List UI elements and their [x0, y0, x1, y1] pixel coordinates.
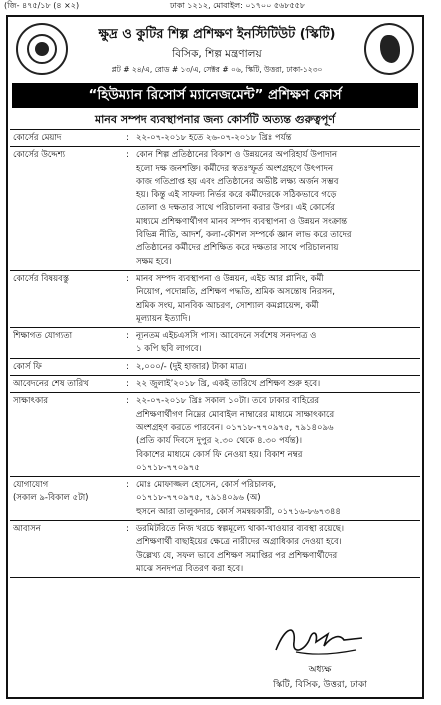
info-row-value-line: তোলা ও দক্ষতার সাথে পরিচালনা করার উপর। এই কোর্সের	[136, 203, 335, 214]
info-row-value-line: বিভিন্ন নীতি, আদর্শ, কলা-কৌশল সম্পর্কে জ্ঞান লাভ করে তাদের	[136, 230, 352, 241]
info-row-value-line: মূল্যায়ন ইত্যাদি।	[136, 313, 191, 324]
info-row	[10, 147, 420, 271]
info-row-value-line: শ্রমিক সংঘ, মানবিক আচরণ, সোশ্যাল কমপ্লায়েন্স, কর্মী	[136, 300, 319, 311]
info-row-value-line: ডরমিটরিতে নিজ খরচে স্বল্পমূল্যে থাকা-খাওয়ার ব্যবস্থা রয়েছে।	[136, 524, 344, 535]
institute-emblem-icon	[16, 23, 68, 75]
info-row-value	[136, 149, 418, 269]
info-row-label	[13, 132, 123, 145]
info-row-label-line: (সকাল ৯-বিকাল ৫টা)	[13, 493, 89, 504]
info-row-label-line: সাক্ষাৎকার	[13, 396, 49, 407]
info-row-label-line: আবেদনের শেষ তারিখ	[13, 379, 89, 390]
info-row-value-line: ন্যূনতম এইচএসসি পাস। আবেদনে সর্বশেষ সনদপত্র ও	[136, 331, 317, 342]
info-row-value	[136, 361, 418, 374]
info-row-colon: :	[126, 150, 129, 161]
info-row-value-line: মাঝে সনদপত্র বিতরণ করা হবে।	[136, 563, 244, 574]
info-row-colon: :	[126, 331, 129, 342]
info-row-label	[13, 273, 123, 286]
info-row-label	[13, 395, 123, 408]
ministry-name: বিসিক, শিল্প মন্ত্রণালয়	[172, 48, 262, 60]
info-row-value-line: প্রতিষ্ঠানের কর্মীদের প্রশিক্ষিত করে দক্ষতার সাথে পরিচালনায়	[136, 243, 339, 254]
info-row-value	[136, 273, 418, 326]
course-title-banner: “হিউম্যান রিসোর্স ম্যানেজমেন্ট” প্রশিক্ষণ কোর্স	[12, 83, 418, 108]
info-row-label-line: শিক্ষাগত যোগ্যতা	[13, 331, 73, 342]
info-row-value-line: নিয়োগ, পদোন্নতি, প্রশিক্ষণ পদ্ধতি, শ্রমিক অসন্তোষ নিরসন,	[136, 287, 335, 298]
government-seal-icon	[364, 23, 414, 75]
info-row-value	[136, 330, 418, 357]
info-row-value-line: প্রশিক্ষণার্থীগণ নিম্নের মোবাইল নাম্বারের মাধ্যমে সাক্ষাৎকারে	[136, 409, 335, 420]
info-row-value	[136, 523, 418, 576]
advertisement-card	[6, 15, 424, 699]
info-row-value-line: বিকাশের মাধ্যমে কোর্স ফি নেওয়া হয়। বিকাশ নম্বর	[136, 449, 303, 460]
info-row-colon: :	[126, 133, 129, 143]
info-row-value-line: উল্লেখ্য যে, সফল ভাবে প্রশিক্ষণ সমাপ্তির পর প্রশিক্ষণার্থীদের	[136, 550, 338, 561]
info-row-colon: :	[126, 524, 129, 535]
info-row	[10, 521, 420, 578]
info-row-value-line: হয়। কিন্তু এই সাফল্য নির্ভর করে কর্মীদেরকে সঠিকভাবে গড়ে	[136, 190, 337, 201]
info-row-label-line: কোর্সের বিষয়বস্তু	[13, 273, 69, 284]
info-row-label-line: যোগাযোগ	[13, 480, 49, 491]
info-row	[10, 271, 420, 328]
info-row	[10, 393, 420, 477]
info-row-value-line: ২২-০৭-২০১৮ হতে ২৬-০৭-২০১৮ খ্রিঃ পর্যন্ত	[136, 133, 292, 143]
signature-place: স্কিটি, বিসিক, উত্তরা, ঢাকা	[273, 680, 367, 690]
info-row-value	[136, 132, 418, 145]
info-row-value-line: মাধ্যমে প্রশিক্ষণার্থীগণ মানব সম্পদ ব্যবস্থাপনা ও উন্নয়ন সংক্রান্ত	[136, 216, 348, 227]
info-row-value-line: কোন শিল্প প্রতিষ্ঠানের বিকাশ ও উন্নয়নের অপরিহার্য উপাদান	[136, 150, 338, 161]
institute-address: প্লট # ২৪/এ, রোড # ১৩/এ, সেক্টর # ০৬, স্কিটি, উত্তরা, ঢাকা-১২৩০	[111, 65, 323, 74]
info-row	[10, 130, 420, 147]
info-row-value-line: ০১৭১৮-৭৭০৯৭৫, ৭৯১৪০৯৬ (অ)	[136, 493, 261, 504]
info-row-value-line: ২,০০০/- (দুই হাজার) টাকা মাত্র।	[136, 361, 247, 372]
info-row-label	[13, 361, 123, 374]
info-row-value	[136, 378, 418, 391]
info-row-value	[136, 395, 418, 475]
info-row-colon: :	[126, 379, 129, 390]
top-strip	[0, 0, 441, 13]
info-row-label-line: আবাসন	[13, 524, 41, 535]
info-row-label	[13, 479, 123, 506]
info-row	[10, 376, 420, 393]
info-row-value	[136, 479, 418, 519]
top-strip-left: (জি- ৪৭৫/১৮ (৪ ×২)	[4, 1, 80, 10]
info-row-value-line: মানব সম্পদ ব্যবস্থাপনা ও উন্নয়ন, এইচ আর প্লানিং, কর্মী	[136, 273, 324, 284]
info-row-value-line: কাজ গতিপ্রাপ্ত হয় এবং প্রতিষ্ঠানের অভীষ্ট লক্ষ্য অর্জন সম্ভব	[136, 176, 339, 187]
top-strip-right: ঢাকা ১২১২, মোবাইল: ০১৭০০ ৫৬৮৫৫৮	[170, 1, 306, 10]
info-row-value-line: সক্ষম হবে।	[136, 256, 172, 267]
info-row-value-line: প্রশিক্ষণার্থী বাছাইয়ের ক্ষেত্রে নারীদের অগ্রাধিকার দেওয়া হবে।	[136, 537, 342, 548]
info-row-colon: :	[126, 480, 129, 491]
info-row-value-line: অংশগ্রহণ করতে পারবেন। ০১৭১৮-৭৭০৯৭৫, ৭৯১৪০৯৬	[136, 422, 334, 433]
info-row-label-line: কোর্সের মেয়াদ	[13, 133, 62, 143]
info-row-label-line: কোর্স ফি	[13, 361, 42, 372]
info-row-value-line: (প্রতি কার্য দিবসে দুপুর ২.৩০ থেকে ৪.৩০ পর্যন্ত)।	[136, 436, 303, 447]
info-row-label	[13, 330, 123, 343]
info-table	[10, 129, 420, 578]
institute-name: ক্ষুদ্র ও কুটির শিল্প প্রশিক্ষণ ইনস্টিটিউট (স্কিটি)	[98, 27, 336, 42]
info-row-value-line: ০১৭১৮-৭৭০৯৭৫	[136, 462, 200, 473]
signature-image	[266, 620, 376, 662]
signature-designation: অধ্যক্ষ	[308, 665, 332, 675]
info-row-colon: :	[126, 273, 129, 284]
info-row-label	[13, 378, 123, 391]
course-subtitle: মানব সম্পদ ব্যবস্থাপনার জন্য কোর্সটি অত্যন্ত গুরুত্বপূর্ণ	[95, 113, 335, 126]
info-row	[10, 359, 420, 376]
info-row-value-line: ২২-০৭-২০১৮ খ্রিঃ সকাল ১০টা। তবে ঢাকার বাহিরের	[136, 396, 320, 407]
info-row	[10, 328, 420, 359]
info-row-value-line: মোঃ মোফাজ্জল হোসেন, কোর্স পরিচালক,	[136, 480, 277, 491]
info-row-colon: :	[126, 396, 129, 407]
info-row-value-line: হলো দক্ষ জনশক্তি। কর্মীদের স্বতঃস্ফূর্ত অংশগ্রহণে উৎপাদন	[136, 163, 334, 174]
info-row-value-line: ২২ জুলাই’২০১৮ খ্রি, একই তারিখে প্রশিক্ষণ শুরু হবে।	[136, 379, 321, 390]
info-row-colon: :	[126, 361, 129, 372]
info-row-label	[13, 523, 123, 536]
info-row-value-line: ১ কপি ছবি লাগবে।	[136, 344, 202, 355]
info-row	[10, 477, 420, 521]
info-row-value-line: হুসনে আরা তালুকদার, কোর্স সমন্বয়কারী, ০১৭১৬-৮৬৭৩৪৪	[136, 506, 341, 517]
info-row-label	[13, 149, 123, 162]
info-row-label-line: কোর্সের উদ্দেশ্য	[13, 150, 66, 161]
